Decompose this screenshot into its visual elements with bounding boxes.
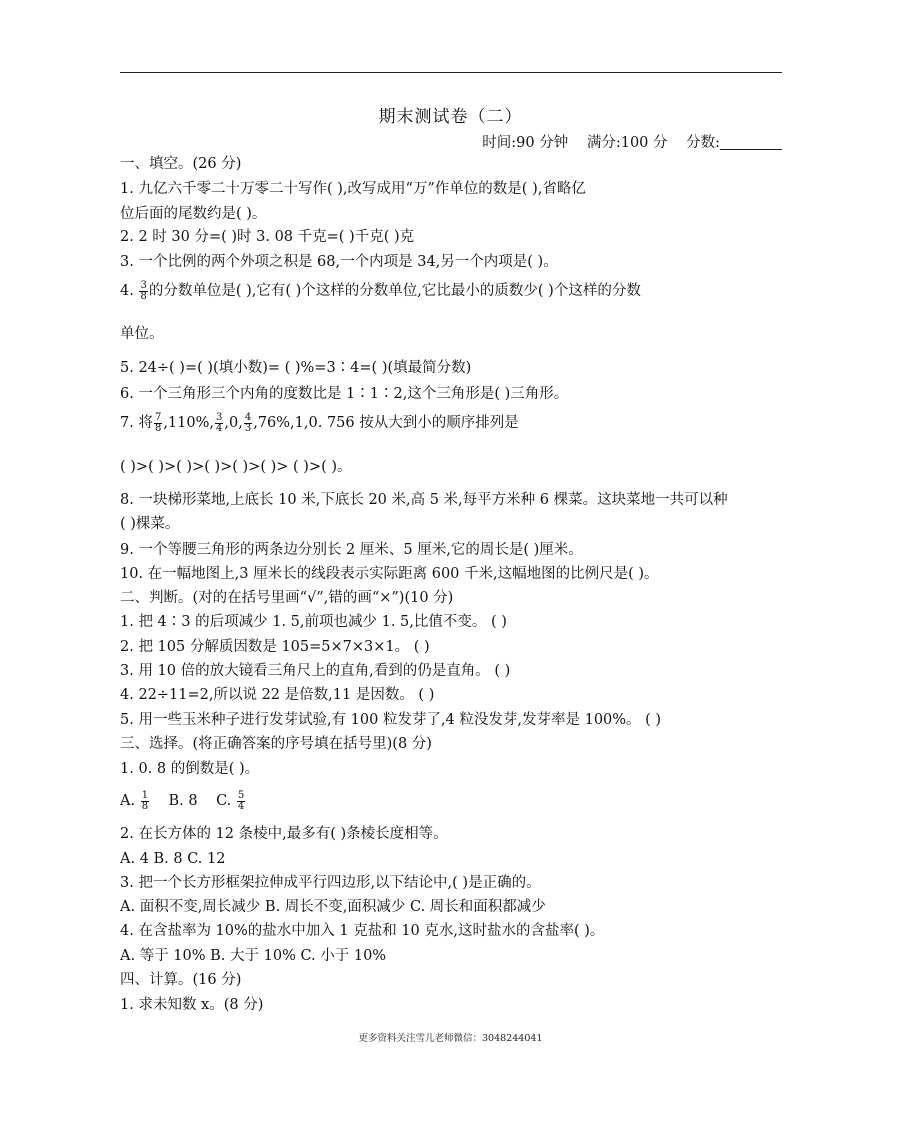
- fill-q4-line2: 单位。: [120, 326, 164, 342]
- page-title: 期末测试卷（二）: [378, 107, 523, 127]
- score-label: 分数:: [686, 135, 720, 151]
- fraction-5-4: $\frac{5}{4}$: [237, 789, 245, 812]
- fill-q4-text: 的分数单位是( ),它有( )个这样的分数单位,它比最小的质数少( )个这样的分数: [148, 283, 641, 299]
- choice-q3: 3. 把一个长方形框架拉伸成平行四边形,以下结论中,( )是正确的。: [120, 875, 541, 891]
- top-rule: [120, 72, 782, 73]
- judge-q2: 2. 把 105 分解质因数是 105=5×7×3×1。 ( ): [120, 639, 430, 655]
- fill-q7: 7. 将 $\frac{7}{8}$ ,110%, $\frac{3}{4}$ ,0, $\frac{4}{3}$ ,76%,1,0. 756 按从大到小的顺序排列是: [120, 411, 519, 434]
- judge-q1: 1. 把 4∶3 的后项减少 1. 5,前项也减少 1. 5,比值不变。 ( ): [120, 614, 507, 630]
- full-score: 满分:100 分: [586, 135, 668, 151]
- time-limit: 时间:90 分钟: [482, 135, 569, 151]
- fill-q6: 6. 一个三角形三个内角的度数比是 1∶1∶2,这个三角形是( )三角形。: [120, 386, 569, 402]
- judge-q5: 5. 用一些玉米种子进行发芽试验,有 100 粒发芽了,4 粒没发芽,发芽率是 100%。 ( ): [120, 712, 662, 728]
- section-heading-calc: 四、计算。(16 分): [120, 972, 242, 988]
- fill-q1-line2: 位后面的尾数约是( )。: [120, 206, 267, 222]
- choice-q1: 1. 0. 8 的倒数是( )。: [120, 761, 260, 777]
- choice-q3-options: A. 面积不变,周长减少 B. 周长不变,面积减少 C. 周长和面积都减少: [120, 899, 546, 915]
- fill-q7-ordering: ( )>( )>( )>( )>( )>( )> ( )>( )。: [120, 459, 352, 475]
- fraction-3-4: $\frac{3}{4}$: [216, 411, 223, 434]
- section-heading-fill: 一、填空。(26 分): [120, 156, 242, 172]
- score-blank: [720, 135, 782, 150]
- section-heading-judge: 二、判断。(对的在括号里画“√”,错的画“×”)(10 分): [120, 590, 454, 606]
- fraction-4-3: $\frac{4}{3}$: [244, 411, 252, 434]
- fill-q2: 2. 2 时 30 分=( )时 3. 08 千克=( )千克( )克: [120, 229, 415, 245]
- choice-q4-options: A. 等于 10% B. 大于 10% C. 小于 10%: [120, 948, 387, 964]
- fill-q4-number: 4.: [120, 283, 134, 299]
- fill-q8-line1: 8. 一块梯形菜地,上底长 10 米,下底长 20 米,高 5 米,每平方米种 6 棵菜。这块菜地一共可以种: [120, 492, 728, 508]
- choice-q1-options: A. $\frac{1}{8}$ B. 8 C. $\frac{5}{4}$: [120, 789, 245, 812]
- fill-q4: [120, 278, 641, 304]
- footer-note: 更多资料关注雪儿老师微信：3048244041: [358, 1033, 543, 1044]
- section-heading-choice: 三、选择。(将正确答案的序号填在括号里)(8 分): [120, 736, 432, 752]
- fill-q8-line2: ( )棵菜。: [120, 516, 180, 532]
- fraction-1-8: $\frac{1}{8}$: [141, 789, 149, 812]
- fill-q9: 9. 一个等腰三角形的两条边分别长 2 厘米、5 厘米,它的周长是( )厘米。: [120, 542, 583, 558]
- fraction-3-8: $\frac{3}{8}$: [140, 279, 147, 302]
- judge-q3: 3. 用 10 倍的放大镜看三角尺上的直角,看到的仍是直角。 ( ): [120, 663, 511, 679]
- calc-q1: 1. 求未知数 x。(8 分): [120, 997, 264, 1013]
- choice-q2: 2. 在长方体的 12 条棱中,最多有( )条棱长度相等。: [120, 826, 448, 842]
- exam-meta: [482, 131, 782, 152]
- fraction-7-8: $\frac{7}{8}$: [154, 411, 162, 434]
- fill-q10: 10. 在一幅地图上,3 厘米长的线段表示实际距离 600 千米,这幅地图的比例尺是( )。: [120, 566, 659, 582]
- fill-q3: 3. 一个比例的两个外项之积是 68,一个内项是 34,另一个内项是( )。: [120, 254, 558, 270]
- fill-q1-line1: 1. 九亿六千零二十万零二十写作( ),改写成用“万”作单位的数是( ),省略亿: [120, 181, 586, 197]
- fill-q5: 5. 24÷( )=( )(填小数)= ( )%=3∶4=( )(填最简分数): [120, 360, 472, 376]
- judge-q4: 4. 22÷11=2,所以说 22 是倍数,11 是因数。 ( ): [120, 687, 435, 703]
- choice-q4: 4. 在含盐率为 10%的盐水中加入 1 克盐和 10 克水,这时盐水的含盐率( )。: [120, 923, 605, 939]
- choice-q2-options: A. 4 B. 8 C. 12: [120, 851, 226, 867]
